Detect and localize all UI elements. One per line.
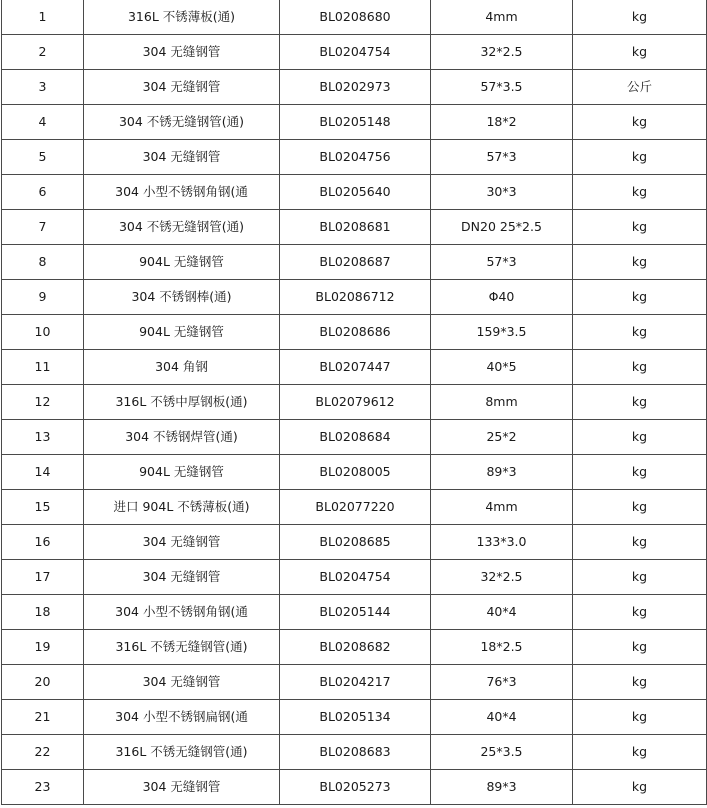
unit-cell: kg	[573, 280, 707, 315]
material-code-cell: BL0208680	[280, 0, 431, 35]
material-code-cell: BL0205134	[280, 700, 431, 735]
unit-cell: kg	[573, 245, 707, 280]
row-number-cell: 2	[2, 35, 84, 70]
row-number-cell: 3	[2, 70, 84, 105]
spec-cell: 40*4	[431, 700, 573, 735]
material-name-cell: 304 无缝钢管	[84, 770, 280, 805]
row-number-cell: 6	[2, 175, 84, 210]
row-number-cell: 9	[2, 280, 84, 315]
row-number-cell: 10	[2, 315, 84, 350]
row-number-cell: 23	[2, 770, 84, 805]
material-code-cell: BL02079612	[280, 385, 431, 420]
material-name-cell: 304 不锈无缝钢管(通)	[84, 105, 280, 140]
table-row	[2, 420, 707, 455]
unit-cell: kg	[573, 385, 707, 420]
material-name-cell: 904L 无缝钢管	[84, 315, 280, 350]
material-code-cell: BL0208684	[280, 420, 431, 455]
row-number-cell: 19	[2, 630, 84, 665]
table-row	[2, 595, 707, 630]
material-name-cell: 304 无缝钢管	[84, 665, 280, 700]
material-code-cell: BL02086712	[280, 280, 431, 315]
unit-cell: kg	[573, 525, 707, 560]
spec-cell: 76*3	[431, 665, 573, 700]
unit-cell: kg	[573, 0, 707, 35]
spec-cell: 25*3.5	[431, 735, 573, 770]
row-number-cell: 4	[2, 105, 84, 140]
table-row	[2, 105, 707, 140]
spec-cell: DN20 25*2.5	[431, 210, 573, 245]
unit-cell: kg	[573, 175, 707, 210]
row-number-cell: 11	[2, 350, 84, 385]
table-row	[2, 455, 707, 490]
spec-cell: 4mm	[431, 490, 573, 525]
unit-cell: kg	[573, 490, 707, 525]
table-body	[2, 0, 707, 805]
material-code-cell: BL02077220	[280, 490, 431, 525]
unit-cell: kg	[573, 315, 707, 350]
unit-cell: 公斤	[573, 70, 707, 105]
material-name-cell: 304 不锈钢焊管(通)	[84, 420, 280, 455]
material-name-cell: 316L 不锈中厚钢板(通)	[84, 385, 280, 420]
table-row	[2, 735, 707, 770]
material-code-cell: BL0208687	[280, 245, 431, 280]
unit-cell: kg	[573, 350, 707, 385]
unit-cell: kg	[573, 420, 707, 455]
spec-cell: 159*3.5	[431, 315, 573, 350]
table-row	[2, 0, 707, 35]
row-number-cell: 13	[2, 420, 84, 455]
unit-cell: kg	[573, 105, 707, 140]
unit-cell: kg	[573, 770, 707, 805]
spec-cell: 89*3	[431, 455, 573, 490]
unit-cell: kg	[573, 140, 707, 175]
unit-cell: kg	[573, 700, 707, 735]
spec-cell: 40*5	[431, 350, 573, 385]
table-row	[2, 175, 707, 210]
materials-table	[1, 0, 707, 805]
unit-cell: kg	[573, 665, 707, 700]
material-name-cell: 304 小型不锈钢扁钢(通	[84, 700, 280, 735]
row-number-cell: 16	[2, 525, 84, 560]
material-name-cell: 304 小型不锈钢角钢(通	[84, 595, 280, 630]
material-name-cell: 904L 无缝钢管	[84, 455, 280, 490]
material-code-cell: BL0207447	[280, 350, 431, 385]
table-row	[2, 490, 707, 525]
table-row	[2, 35, 707, 70]
table-row	[2, 665, 707, 700]
row-number-cell: 18	[2, 595, 84, 630]
table-row	[2, 560, 707, 595]
material-name-cell: 904L 无缝钢管	[84, 245, 280, 280]
material-name-cell: 304 无缝钢管	[84, 35, 280, 70]
spec-cell: 57*3	[431, 140, 573, 175]
unit-cell: kg	[573, 735, 707, 770]
row-number-cell: 5	[2, 140, 84, 175]
spec-cell: Φ40	[431, 280, 573, 315]
unit-cell: kg	[573, 595, 707, 630]
material-code-cell: BL0208685	[280, 525, 431, 560]
spec-cell: 8mm	[431, 385, 573, 420]
table-row	[2, 700, 707, 735]
material-code-cell: BL0204756	[280, 140, 431, 175]
table-row	[2, 350, 707, 385]
spec-cell: 32*2.5	[431, 560, 573, 595]
spec-cell: 18*2.5	[431, 630, 573, 665]
table-row	[2, 245, 707, 280]
unit-cell: kg	[573, 210, 707, 245]
unit-cell: kg	[573, 35, 707, 70]
table-row	[2, 70, 707, 105]
material-code-cell: BL0208681	[280, 210, 431, 245]
material-name-cell: 304 角钢	[84, 350, 280, 385]
row-number-cell: 20	[2, 665, 84, 700]
row-number-cell: 15	[2, 490, 84, 525]
material-name-cell: 304 无缝钢管	[84, 70, 280, 105]
row-number-cell: 8	[2, 245, 84, 280]
row-number-cell: 14	[2, 455, 84, 490]
row-number-cell: 12	[2, 385, 84, 420]
table-row	[2, 315, 707, 350]
table-row	[2, 280, 707, 315]
material-code-cell: BL0205144	[280, 595, 431, 630]
material-name-cell: 304 不锈钢棒(通)	[84, 280, 280, 315]
row-number-cell: 1	[2, 0, 84, 35]
spec-cell: 40*4	[431, 595, 573, 630]
material-code-cell: BL0205148	[280, 105, 431, 140]
spec-cell: 57*3.5	[431, 70, 573, 105]
material-name-cell: 304 无缝钢管	[84, 525, 280, 560]
material-code-cell: BL0208005	[280, 455, 431, 490]
material-name-cell: 进口 904L 不锈薄板(通)	[84, 490, 280, 525]
table-row	[2, 770, 707, 805]
material-code-cell: BL0208686	[280, 315, 431, 350]
row-number-cell: 21	[2, 700, 84, 735]
material-name-cell: 304 无缝钢管	[84, 140, 280, 175]
table-row	[2, 630, 707, 665]
unit-cell: kg	[573, 560, 707, 595]
spec-cell: 32*2.5	[431, 35, 573, 70]
table-row	[2, 525, 707, 560]
row-number-cell: 7	[2, 210, 84, 245]
spec-cell: 89*3	[431, 770, 573, 805]
material-code-cell: BL0204754	[280, 560, 431, 595]
spec-cell: 57*3	[431, 245, 573, 280]
spec-cell: 4mm	[431, 0, 573, 35]
material-code-cell: BL0205640	[280, 175, 431, 210]
material-code-cell: BL0204217	[280, 665, 431, 700]
spec-cell: 133*3.0	[431, 525, 573, 560]
row-number-cell: 17	[2, 560, 84, 595]
table-row	[2, 210, 707, 245]
unit-cell: kg	[573, 455, 707, 490]
material-name-cell: 316L 不锈无缝钢管(通)	[84, 630, 280, 665]
material-name-cell: 304 无缝钢管	[84, 560, 280, 595]
material-name-cell: 304 小型不锈钢角钢(通	[84, 175, 280, 210]
material-code-cell: BL0208682	[280, 630, 431, 665]
material-code-cell: BL0205273	[280, 770, 431, 805]
material-code-cell: BL0202973	[280, 70, 431, 105]
table-row	[2, 385, 707, 420]
material-name-cell: 304 不锈无缝钢管(通)	[84, 210, 280, 245]
material-name-cell: 316L 不锈无缝钢管(通)	[84, 735, 280, 770]
spec-cell: 25*2	[431, 420, 573, 455]
material-code-cell: BL0208683	[280, 735, 431, 770]
row-number-cell: 22	[2, 735, 84, 770]
spec-cell: 18*2	[431, 105, 573, 140]
material-code-cell: BL0204754	[280, 35, 431, 70]
table-row	[2, 140, 707, 175]
material-name-cell: 316L 不锈薄板(通)	[84, 0, 280, 35]
unit-cell: kg	[573, 630, 707, 665]
spec-cell: 30*3	[431, 175, 573, 210]
